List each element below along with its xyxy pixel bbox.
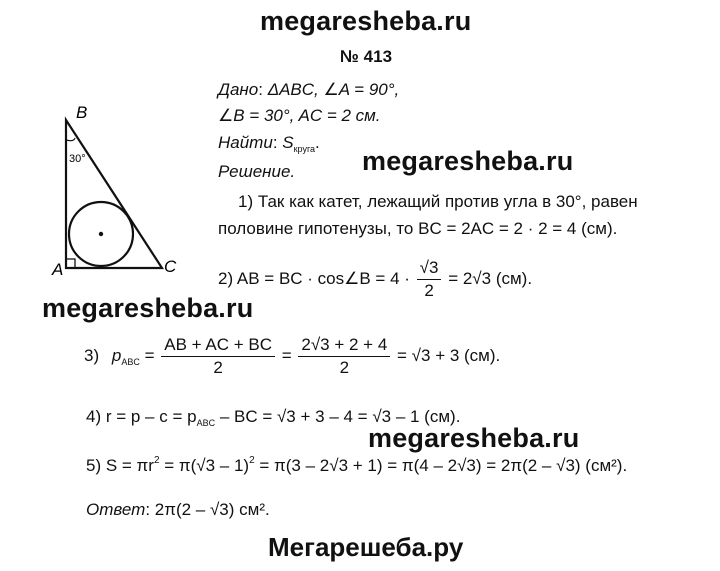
vertex-label-b: B [76,103,88,122]
step-3-numerator-1: AB + AC + BC [161,335,275,357]
step-2-fraction [417,258,442,301]
problem-number: № 413 [340,47,393,66]
vertex-label-a: A [52,260,64,279]
step-4-subscript: ABC [196,418,216,428]
triangle-figure [44,100,194,280]
step-5-sup-2: 2 [249,455,255,466]
step-5-part-a: 5) S = πr [86,456,154,475]
step-4 [86,407,460,428]
step-3-suffix: = √3 + 3 (см). [397,345,501,365]
find-label: Найти [218,133,273,152]
step-3-subscript: ABC [121,356,140,367]
step-5 [86,455,627,476]
step-3-denominator-2: 2 [339,358,350,377]
watermark-lower-right: megaresheba.ru [368,423,580,453]
step-3-eq: = [144,345,155,365]
footer-site-name: Мегарешеба.ру [268,532,464,562]
find-symbol: S [282,133,294,152]
given-text-1: ΔABC, ∠A = 90°, [267,80,400,99]
given-line-2: ∠B = 30°, AC = 2 см. [218,106,381,125]
find-subscript: круга [293,144,316,154]
step-5-part-c: = π(3 – 2√3 + 1) = π(4 – 2√3) = 2π(2 – √3) (см²). [259,456,628,475]
answer-label: Ответ [86,500,146,519]
step-5-part-b: = π(√3 – 1) [164,456,250,475]
step-3-denominator-1: 2 [213,358,223,377]
step-3 [84,335,500,378]
step-1-line-1: 1) Так как катет, лежащий против угла в 30°, равен [238,192,638,211]
answer-value: 2π(2 – √3) см². [154,500,270,519]
watermark-mid-right: megaresheba.ru [362,146,574,176]
angle-label-30: 30° [69,153,86,165]
watermark-left: megaresheba.ru [42,293,254,323]
step-5-sup-1: 2 [153,455,160,466]
step-1-line-2: половине гипотенузы, то BC = 2AC = 2 · 2 = 4 (см). [218,219,618,238]
step-3-p: p [111,345,122,365]
step-2-suffix: = 2√3 (см). [448,268,533,288]
find-line: Найти: $S_{круга}$. [218,133,320,154]
right-angle-mark [66,259,75,268]
step-2-prefix: 2) AB = BC · cos∠B = 4 · [218,268,410,288]
step-4-part-a: 4) r = p – c = p [86,407,197,426]
step-3-eq-2: = [281,345,292,365]
vertex-label-c: C [164,257,177,276]
circle-center [99,232,103,236]
angle-arc-b [66,138,75,141]
step-3-fraction-2 [298,335,390,378]
triangle-abc [66,120,162,268]
answer-line: Ответ: 2π(2 – √3) см². [86,500,270,519]
step-2 [218,258,532,301]
step-2-numerator: √3 [417,258,442,280]
step-3-numerator-2: 2√3 + 2 + 4 [298,335,390,357]
given-label: Дано [218,80,259,99]
step-3-fraction-1 [161,335,275,378]
given-line-1: Дано: ΔABC, ∠A = 90°, [218,80,400,99]
step-4-part-b: – BC = √3 + 3 – 4 = √3 – 1 (см). [219,407,461,426]
step-2-denominator: 2 [424,281,434,300]
watermark-top: megaresheba.ru [260,6,472,36]
step-3-prefix: 3) [84,345,100,365]
solution-label: Решение. [218,162,296,181]
